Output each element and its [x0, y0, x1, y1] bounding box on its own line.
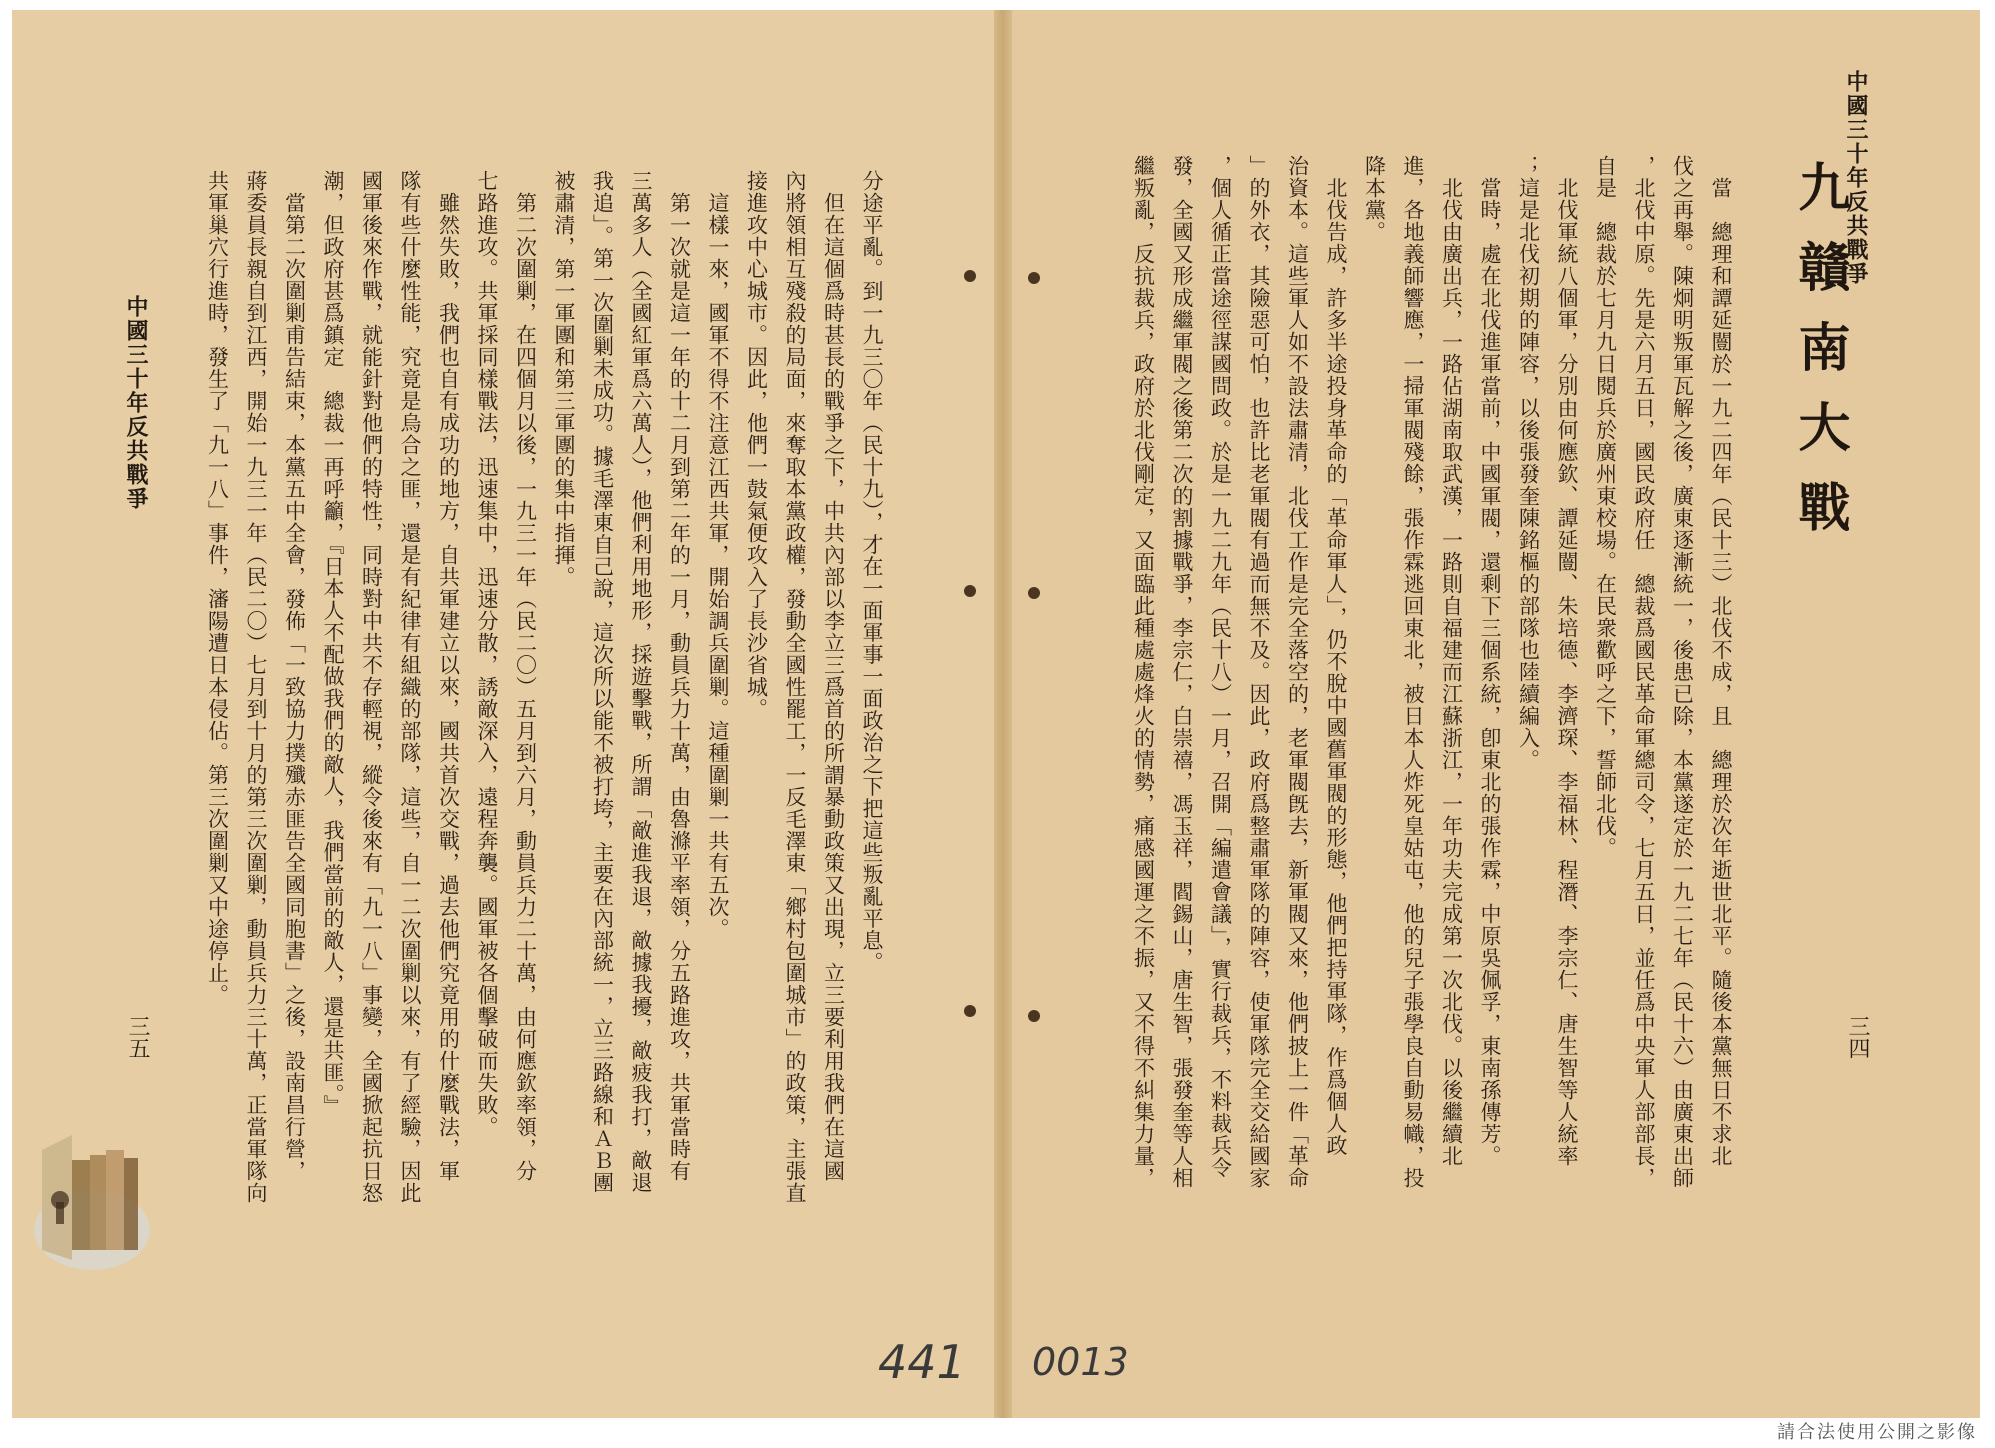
right-page-number: 三四 — [1845, 1015, 1870, 1059]
binding-hole — [964, 1005, 976, 1017]
text-column: 接進攻中心城市。因此，他們一鼓氣便攻入了長沙省城。 — [744, 170, 769, 720]
right-running-header: 中國三十年反共戰爭 — [1843, 70, 1868, 286]
text-column: 北伐由廣出兵，一路佔湖南取武漢，一路則自福建而江蘇浙江，一年功夫完成第一次北伐。以後繼續北 — [1439, 155, 1464, 1167]
text-column: 自是 總裁於七月九日閱兵於廣州東校場。在民衆歡呼之下，誓師北伐。 — [1593, 155, 1618, 859]
text-column: 國軍後來作戰，就能針對他們的特性，同時對中共不存輕視，縱令後來有「九一八」事變，全國掀起抗日怒 — [359, 170, 384, 1204]
text-column: 北伐軍統八個軍，分別由何應欽、譚延闓、朱培德、李濟琛、李福林、程潛、李宗仁、唐生智等人統率 — [1555, 155, 1579, 1167]
text-column: 」的外衣，其險惡可怕，也許比老軍閥有過而無不及。因此，政府爲整肅軍隊的陣容，使軍隊完全交給國家 — [1247, 155, 1271, 1189]
text-column: 北伐告成，許多半途投身革命的「革命軍人」，仍不脫中國舊軍閥的形態，他們把持軍隊，作爲個人政 — [1324, 155, 1348, 1157]
text-column: 三萬多人（全國紅軍爲六萬人），他們利用地形，採遊擊戰，所謂「敵進我退，敵據我擾，敵疲我打，敵退 — [629, 170, 653, 1194]
binding-hole — [1028, 587, 1040, 599]
binding-hole — [964, 270, 976, 282]
text-column: 第二次圍剿，在四個月以後，一九三一年（民二〇）五月到六月，動員兵力二十萬，由何應欽率領，分 — [513, 170, 538, 1182]
text-column: 當 總理和譚延闓於一九二四年（民十三）北伐不成，且 總理於次年逝世北平。隨後本黨無日不求北 — [1709, 155, 1733, 1167]
binding-hole — [1028, 1010, 1040, 1022]
text-column: 內將領相互殘殺的局面，來奪取本黨政權，發動全國性罷工，一反毛澤東「鄉村包圍城市」的政策，主張直 — [783, 170, 807, 1204]
text-column: ，個人循正當途徑謀國問政。於是一九二九年（民十八）一月，召開「編遣會議」，實行裁兵，不料裁兵令 — [1208, 155, 1233, 1179]
chapter-title: 九贛南大戰 — [1789, 160, 1850, 560]
text-column: 治資本。這些軍人如不設法肅清，北伐工作是完全落空的，老軍閥旣去，新軍閥又來，他們披上一件「革命 — [1285, 155, 1310, 1189]
text-column: 降本黨。 — [1362, 155, 1387, 243]
text-column: 但在這個爲時甚長的戰爭之下，中共內部以李立三爲首的所謂暴動政策又出現，立三要利用我們在這國 — [821, 170, 846, 1182]
left-running-header: 中國三十年反共戰爭 — [123, 295, 148, 511]
text-column: 雖然失敗，我們也自有成功的地方，自共軍建立以來，國共首次交戰，過去他們究竟用的什麼戰法，軍 — [436, 170, 461, 1182]
text-column: 進，各地義師響應，一掃軍閥殘餘，張作霖逃回東北，被日本人炸死皇姑屯，他的兒子張學良自動易幟，投 — [1401, 155, 1425, 1189]
text-column: 潮，但政府甚爲鎮定 總裁一再呼籲，『日本人不配做我們的敵人，我們當前的敵人，還是共匪。』 — [321, 170, 345, 1117]
text-column: 分途平亂。到一九三〇年（民十九），才在一面軍事一面政治之下把這些叛亂平息。 — [860, 170, 884, 974]
handwritten-number-left: 441 — [878, 1335, 966, 1389]
text-column: 蔣委員長親自到江西，開始一九三一年（民二〇）七月到十月的第三次圍剿，動員兵力三十萬，正當軍隊向 — [244, 170, 268, 1204]
left-page — [12, 10, 1002, 1418]
text-column: 繼叛亂，反抗裁兵，政府於北伐剛定，又面臨此種處處烽火的情勢，痛感國運之不振，又不得不糾集力量， — [1131, 155, 1156, 1189]
text-column: 我追」。第一次圍剿未成功。據毛澤東自己說，這次所以能不被打垮，主要在內部統一，立三路線和ＡＢ團 — [590, 170, 615, 1194]
text-column: 第一次就是這一年的十二月到第二年的一月，動員兵力十萬，由魯滌平率領，分五路進攻，共軍當時有 — [667, 170, 692, 1182]
handwritten-number-right: 0013 — [1032, 1340, 1129, 1384]
document-spread — [12, 10, 1980, 1418]
binding-hole — [1028, 272, 1040, 284]
text-column: 發，全國又形成繼軍閥之後第二次的割據戰爭，李宗仁，白崇禧，馮玉祥，閻錫山，唐生智，張發奎等人相 — [1170, 155, 1194, 1189]
text-column: ，北伐中原。先是六月五日，國民政府任 總裁爲國民革命軍總司令，七月五日，並任爲中央軍人部部長， — [1632, 155, 1656, 1189]
text-column: 隊有些什麼性能，究竟是烏合之匪，還是有紀律有組織的部隊，這些，自一二次圍剿以來，有了經驗，因此 — [398, 170, 422, 1204]
usage-notice: 請合法使用公開之影像 — [1777, 1422, 1977, 1443]
archive-stamp-icon — [32, 1120, 152, 1270]
text-column: 當第二次圍剿甫告結束，本黨五中全會，發佈「一致協力撲殲赤匪告全國同胞書」之後，設南昌行營， — [282, 170, 307, 1182]
text-column: 共軍巢穴行進時，發生了「九一八」事件，瀋陽遭日本侵佔。第三次圍剿又中途停止。 — [205, 170, 230, 1006]
text-column: 當時，處在北伐進軍當前，中國軍閥，還剩下三個系統，卽東北的張作霖，中原吳佩孚，東南孫傳芳。 — [1478, 155, 1502, 1167]
text-column: 伐之再舉。陳炯明叛軍瓦解之後，廣東逐漸統一，後患已除，本黨遂定於一九二七年（民十六）由廣東出師 — [1670, 155, 1695, 1189]
text-column: 七路進攻。共軍採同樣戰法，迅速集中，迅速分散，誘敵深入，遠程奔襲。國軍被各個擊破而失敗。 — [475, 170, 499, 1138]
text-column: ；這是北伐初期的陣容，以後張發奎陳銘樞的部隊也陸續編入。 — [1516, 155, 1541, 771]
book-gutter — [994, 10, 1012, 1418]
left-page-number: 三五 — [125, 1015, 150, 1059]
text-column: 這樣一來，國軍不得不注意江西共軍，開始調兵圍剿。這種圍剿一共有五次。 — [706, 170, 730, 940]
binding-hole — [964, 585, 976, 597]
text-column: 被肅清，第一軍團和第三軍團的集中指揮。 — [552, 170, 576, 588]
